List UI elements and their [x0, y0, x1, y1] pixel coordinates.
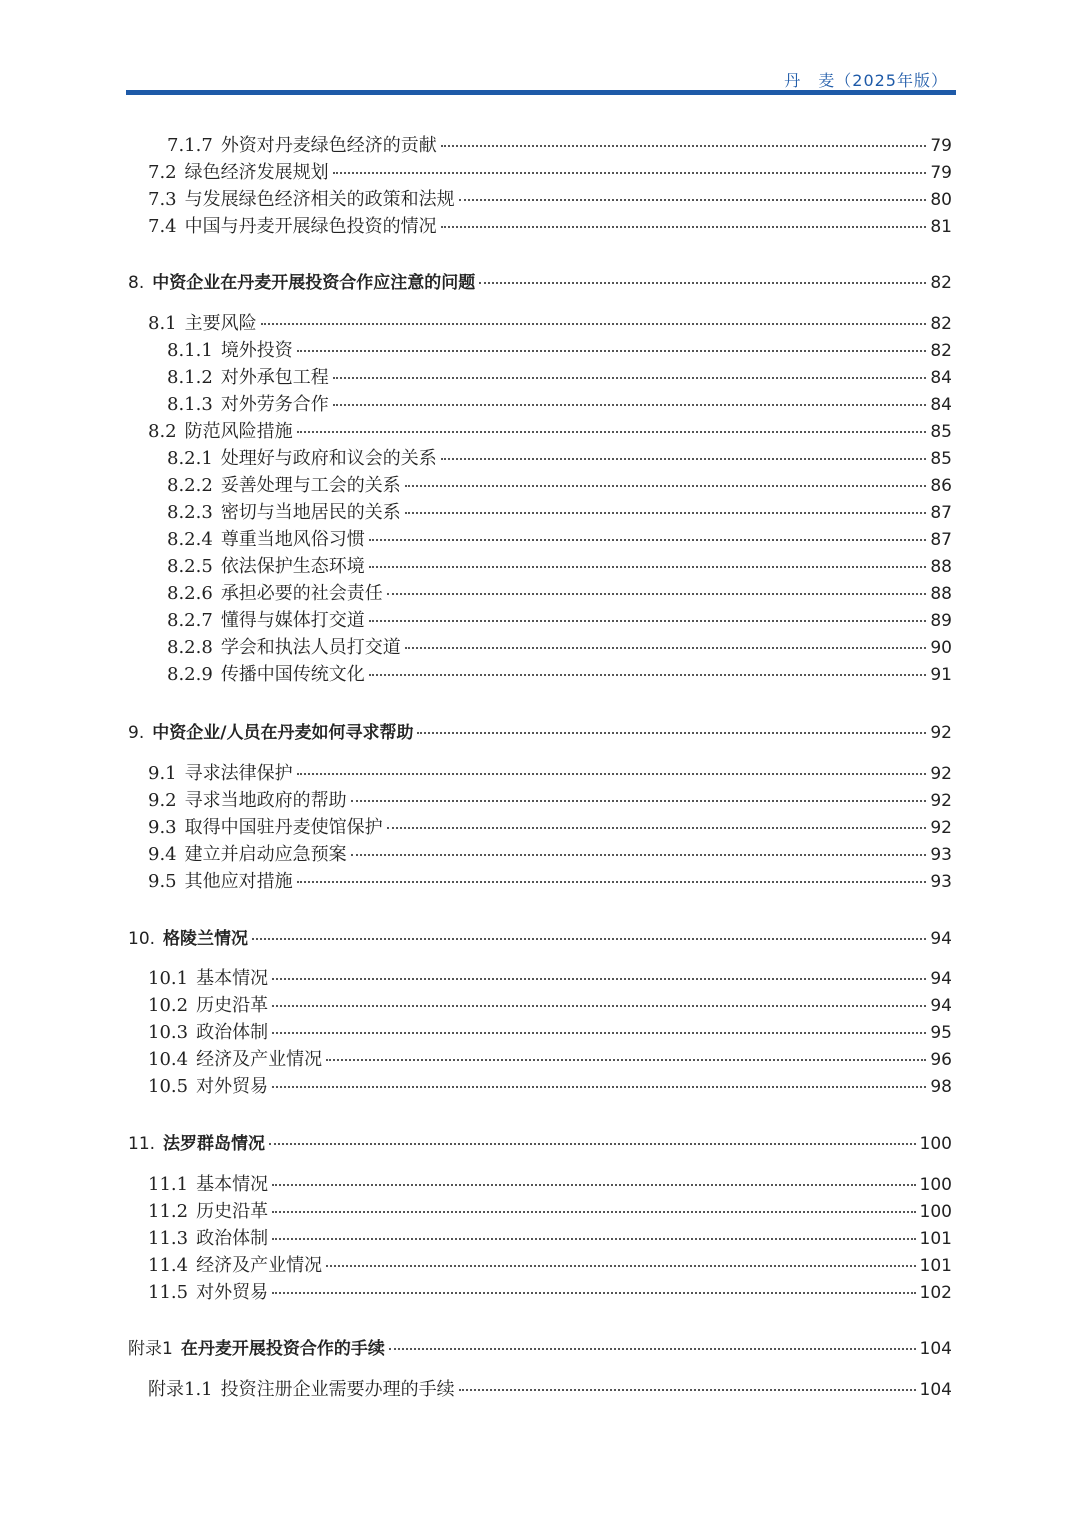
- toc-entry-title: 其他应对措施: [184, 871, 293, 892]
- toc-entry-page-number: 84: [930, 368, 952, 388]
- toc-entry[interactable]: [148, 1199, 952, 1225]
- toc-entry-number: 11.5: [148, 1282, 189, 1303]
- toc-entry[interactable]: [148, 1172, 952, 1198]
- toc-entry[interactable]: [148, 419, 952, 445]
- dot-leader: [297, 429, 927, 433]
- toc-entry-number: 10.5: [148, 1076, 189, 1097]
- toc-entry-title: 中国与丹麦开展绿色投资的情况: [184, 216, 437, 237]
- dot-leader: [369, 564, 927, 568]
- dot-leader: [252, 936, 926, 940]
- toc-entry-page-number: 101: [919, 1229, 952, 1249]
- toc-entry[interactable]: [167, 662, 952, 688]
- toc-entry-title: 历史沿革: [196, 995, 269, 1016]
- toc-entry-number: 8.2.5: [167, 556, 213, 577]
- dot-leader: [272, 1182, 915, 1186]
- toc-entry-page-number: 92: [930, 764, 952, 784]
- toc-entry-title: 绿色经济发展规划: [184, 162, 329, 183]
- toc-entry[interactable]: [148, 842, 952, 868]
- toc-entry-title: 法罗群岛情况: [163, 1134, 266, 1154]
- toc-entry-title: 传播中国传统文化: [220, 664, 365, 685]
- toc-entry-page-number: 94: [930, 969, 952, 989]
- toc-entry-page-number: 85: [930, 449, 952, 469]
- toc-entry-page-number: 100: [919, 1175, 952, 1195]
- toc-entry-number: 8.1.1: [167, 340, 213, 361]
- dot-leader: [405, 483, 927, 487]
- toc-entry-page-number: 82: [930, 314, 952, 334]
- toc-entry-title: 对外劳务合作: [220, 394, 329, 415]
- toc-entry-page-number: 92: [930, 723, 952, 743]
- dot-leader: [261, 321, 927, 325]
- toc-entry[interactable]: [128, 270, 952, 296]
- toc-entry-number: 8.1.3: [167, 394, 213, 415]
- toc-entry-title: 建立并启动应急预案: [184, 844, 347, 865]
- toc-entry-title: 处理好与政府和议会的关系: [220, 448, 437, 469]
- toc-entry[interactable]: [128, 1131, 952, 1157]
- toc-entry-title: 妥善处理与工会的关系: [220, 475, 401, 496]
- toc-entry-title: 境外投资: [220, 340, 293, 361]
- toc-entry-title: 外资对丹麦绿色经济的贡献: [220, 135, 437, 156]
- toc-entry-number: 11.1: [148, 1174, 189, 1195]
- toc-entry-number: 8.2.9: [167, 664, 213, 685]
- toc-entry[interactable]: [167, 133, 952, 159]
- toc-entry[interactable]: [167, 608, 952, 634]
- toc-entry-page-number: 79: [930, 163, 952, 183]
- toc-entry[interactable]: [148, 993, 952, 1019]
- toc-entry-page-number: 90: [930, 638, 952, 658]
- toc-entry[interactable]: [167, 392, 952, 418]
- toc-entry-title: 懂得与媒体打交道: [220, 610, 365, 631]
- toc-entry-title: 学会和执法人员打交道: [220, 637, 401, 658]
- toc-entry[interactable]: [148, 1280, 952, 1306]
- toc-entry[interactable]: [167, 554, 952, 580]
- toc-entry-title: 对外承包工程: [220, 367, 329, 388]
- toc-entry-number: 8.2.3: [167, 502, 213, 523]
- dot-leader: [326, 1263, 915, 1267]
- toc-entry-page-number: 94: [930, 996, 952, 1016]
- toc-entry[interactable]: [148, 1253, 952, 1279]
- dot-leader: [297, 348, 927, 352]
- toc-entry-page-number: 91: [930, 665, 952, 685]
- toc-entry-title: 格陵兰情况: [163, 929, 249, 949]
- toc-entry[interactable]: [148, 214, 952, 240]
- dot-leader: [387, 591, 927, 595]
- toc-entry-title: 历史沿革: [196, 1201, 269, 1222]
- dot-leader: [272, 1084, 926, 1088]
- toc-entry-page-number: 79: [930, 136, 952, 156]
- toc-entry-title: 中资企业在丹麦开展投资合作应注意的问题: [152, 273, 476, 293]
- toc-entry-page-number: 96: [930, 1050, 952, 1070]
- toc-entry[interactable]: [148, 815, 952, 841]
- toc-entry-number: 8.2.1: [167, 448, 213, 469]
- toc-entry-number: 9.5: [148, 871, 177, 892]
- toc-entry-title: 取得中国驻丹麦使馆保护: [184, 817, 383, 838]
- dot-leader: [272, 1003, 926, 1007]
- toc-entry-title: 主要风险: [184, 313, 257, 334]
- toc-entry-number: 7.1.7: [167, 135, 213, 156]
- toc-entry-page-number: 100: [919, 1134, 952, 1154]
- toc-entry[interactable]: [167, 635, 952, 661]
- dot-leader: [479, 280, 926, 284]
- toc-entry-page-number: 102: [919, 1283, 952, 1303]
- toc-entry-number: 9.1: [148, 763, 177, 784]
- toc-entry-title: 对外贸易: [196, 1282, 269, 1303]
- toc-entry-page-number: 81: [930, 217, 952, 237]
- toc-entry-title: 依法保护生态环境: [220, 556, 365, 577]
- toc-entry[interactable]: [167, 500, 952, 526]
- toc-entry-page-number: 92: [930, 791, 952, 811]
- dot-leader: [351, 798, 927, 802]
- toc-entry-page-number: 93: [930, 872, 952, 892]
- toc-entry-title: 政治体制: [196, 1228, 269, 1249]
- toc-entry[interactable]: [148, 869, 952, 895]
- toc-entry-title: 中资企业/人员在丹麦如何寻求帮助: [152, 723, 414, 743]
- toc-entry-page-number: 85: [930, 422, 952, 442]
- dot-leader: [297, 879, 927, 883]
- toc-entry-title: 与发展绿色经济相关的政策和法规: [184, 189, 455, 210]
- dot-leader: [459, 1387, 916, 1391]
- dot-leader: [272, 1290, 915, 1294]
- dot-leader: [272, 1030, 926, 1034]
- toc-entry-page-number: 101: [919, 1256, 952, 1276]
- dot-leader: [441, 456, 927, 460]
- dot-leader: [351, 852, 927, 856]
- toc-entry-title: 在丹麦开展投资合作的手续: [180, 1339, 385, 1359]
- toc-entry[interactable]: [148, 187, 952, 213]
- toc-entry-page-number: 92: [930, 818, 952, 838]
- toc-entry-title: 尊重当地风俗习惯: [220, 529, 365, 550]
- toc-entry[interactable]: [167, 527, 952, 553]
- toc-entry[interactable]: [148, 966, 952, 992]
- dot-leader: [369, 618, 927, 622]
- toc-entry[interactable]: [148, 788, 952, 814]
- dot-leader: [417, 730, 926, 734]
- toc-entry-title: 投资注册企业需要办理的手续: [220, 1379, 455, 1400]
- toc-entry[interactable]: [148, 1020, 952, 1046]
- toc-entry-page-number: 88: [930, 584, 952, 604]
- toc-entry-number: 10.: [128, 929, 156, 949]
- toc-entry-page-number: 89: [930, 611, 952, 631]
- toc-entry-number: 11.: [128, 1134, 156, 1154]
- toc-entry-title: 经济及产业情况: [196, 1255, 323, 1276]
- toc-entry-number: 8.2.7: [167, 610, 213, 631]
- toc-entry-page-number: 100: [919, 1202, 952, 1222]
- toc-entry-page-number: 94: [930, 929, 952, 949]
- dot-leader: [369, 672, 927, 676]
- dot-leader: [269, 1141, 916, 1145]
- toc-entry-number: 7.3: [148, 189, 177, 210]
- toc-entry-page-number: 82: [930, 341, 952, 361]
- toc-entry[interactable]: [128, 720, 952, 746]
- toc-entry[interactable]: [167, 365, 952, 391]
- toc-entry-number: 8.1.2: [167, 367, 213, 388]
- dot-leader: [387, 825, 927, 829]
- toc-entry[interactable]: [148, 1377, 952, 1403]
- toc-entry-title: 对外贸易: [196, 1076, 269, 1097]
- toc-entry[interactable]: [167, 473, 952, 499]
- toc-entry-number: 7.2: [148, 162, 177, 183]
- dot-leader: [297, 771, 927, 775]
- toc-entry[interactable]: [148, 1074, 952, 1100]
- dot-leader: [272, 1209, 915, 1213]
- toc-entry-number: 8.2: [148, 421, 177, 442]
- toc-entry-number: 10.2: [148, 995, 189, 1016]
- dot-leader: [405, 510, 927, 514]
- toc-entry-number: 8.2.8: [167, 637, 213, 658]
- toc-entry-title: 经济及产业情况: [196, 1049, 323, 1070]
- toc-entry-number: 8.2.2: [167, 475, 213, 496]
- dot-leader: [333, 402, 927, 406]
- toc-entry-number: 8.: [128, 273, 145, 293]
- toc-entry-number: 11.4: [148, 1255, 189, 1276]
- dot-leader: [326, 1057, 926, 1061]
- toc-entry-title: 基本情况: [196, 1174, 269, 1195]
- toc-entry-page-number: 87: [930, 503, 952, 523]
- toc-entry-title: 基本情况: [196, 968, 269, 989]
- dot-leader: [369, 537, 927, 541]
- toc-entry-page-number: 86: [930, 476, 952, 496]
- toc-entry-page-number: 98: [930, 1077, 952, 1097]
- toc-entry-number: 9.2: [148, 790, 177, 811]
- toc-entry[interactable]: [148, 160, 952, 186]
- toc-entry[interactable]: [148, 761, 952, 787]
- dot-leader: [459, 197, 927, 201]
- toc-entry-title: 承担必要的社会责任: [220, 583, 383, 604]
- toc-entry[interactable]: [148, 1047, 952, 1073]
- toc-entry-number: 11.3: [148, 1228, 189, 1249]
- toc-entry[interactable]: [167, 581, 952, 607]
- toc-entry-number: 7.4: [148, 216, 177, 237]
- toc-entry-number: 10.3: [148, 1022, 189, 1043]
- toc-entry[interactable]: [167, 338, 952, 364]
- toc-entry[interactable]: [148, 311, 952, 337]
- toc-entry-number: 9.: [128, 723, 145, 743]
- toc-entry-page-number: 104: [919, 1339, 952, 1359]
- toc-entry-number: 9.3: [148, 817, 177, 838]
- toc-entry-page-number: 93: [930, 845, 952, 865]
- header-title: 丹 麦（2025年版）: [784, 71, 948, 90]
- toc-entry-number: 附录1: [128, 1339, 173, 1359]
- toc-entry-page-number: 82: [930, 273, 952, 293]
- toc-entry-title: 政治体制: [196, 1022, 269, 1043]
- dot-leader: [333, 170, 927, 174]
- dot-leader: [333, 375, 927, 379]
- toc-entry-number: 11.2: [148, 1201, 189, 1222]
- toc-entry-title: 防范风险措施: [184, 421, 293, 442]
- toc-entry-number: 9.4: [148, 844, 177, 865]
- toc-entry-number: 附录1.1: [148, 1379, 213, 1400]
- toc-entry-page-number: 104: [919, 1380, 952, 1400]
- dot-leader: [272, 1236, 915, 1240]
- toc-entry-number: 8.2.4: [167, 529, 213, 550]
- toc-entry-number: 8.1: [148, 313, 177, 334]
- toc-entry-number: 8.2.6: [167, 583, 213, 604]
- toc-entry-title: 寻求当地政府的帮助: [184, 790, 347, 811]
- toc-entry-page-number: 88: [930, 557, 952, 577]
- toc-entry[interactable]: [128, 1336, 952, 1362]
- dot-leader: [441, 143, 927, 147]
- dot-leader: [272, 976, 926, 980]
- toc-entry-page-number: 84: [930, 395, 952, 415]
- toc-entry-number: 10.1: [148, 968, 189, 989]
- toc-entry-page-number: 87: [930, 530, 952, 550]
- toc-entry[interactable]: [148, 1226, 952, 1252]
- toc-entry[interactable]: [167, 446, 952, 472]
- toc-entry-page-number: 95: [930, 1023, 952, 1043]
- dot-leader: [441, 224, 927, 228]
- dot-leader: [405, 645, 927, 649]
- toc-entry-number: 10.4: [148, 1049, 189, 1070]
- toc-entry-title: 密切与当地居民的关系: [220, 502, 401, 523]
- toc-entry-page-number: 80: [930, 190, 952, 210]
- toc-entry-title: 寻求法律保护: [184, 763, 293, 784]
- toc-entry[interactable]: [128, 926, 952, 952]
- dot-leader: [389, 1346, 916, 1350]
